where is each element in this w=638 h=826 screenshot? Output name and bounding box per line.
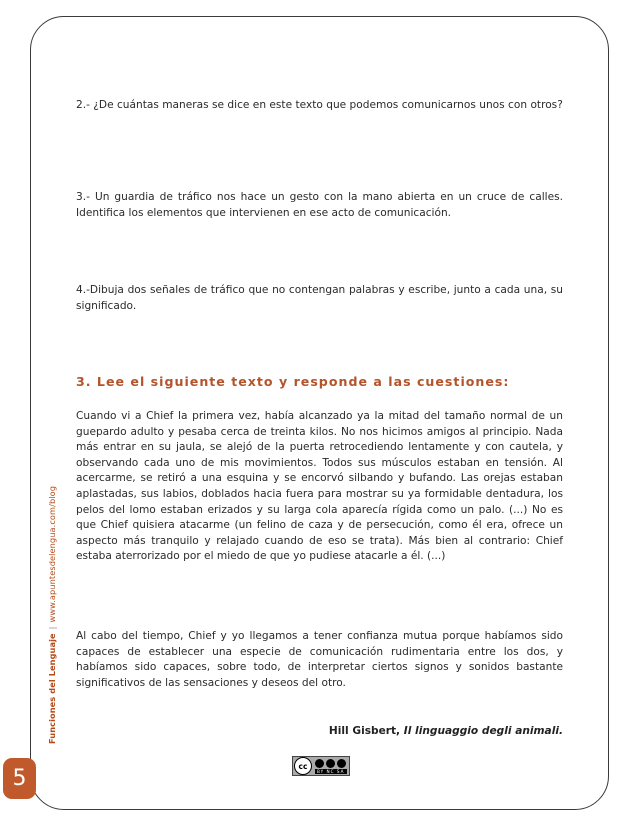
cc-icon: cc — [294, 757, 312, 775]
question-3: 3.- Un guardia de tráfico nos hace un gesto con la mano abierta en un cruce de calles. Identifica los elementos que intervienen en ese acto de comunicación. — [76, 191, 563, 219]
section-heading: 3. Lee el siguiente texto y responde a las cuestiones: — [76, 374, 510, 389]
cc-modifiers — [315, 759, 347, 774]
cc-terms: BY NC SA — [317, 768, 345, 774]
text-paragraph-2: Al cabo del tiempo, Chief y yo llegamos a tener confianza mutua porque habíamos sido capaces de establecer una especie de comunicación rudimentaria entre los dos, y habíamos sido capaces, sobre todo, de interpretar ciertos signos y sonidos bastante significativos de las sensaciones y deseos del otro. — [76, 630, 563, 689]
side-url[interactable]: www.apuntesdelengua.com/blog — [47, 485, 57, 623]
text-paragraph-1: Cuando vi a Chief la primera vez, había alcanzado ya la mitad del tamaño normal de un guepardo adulto y pesaba cerca de treinta kilos. No nos hicimos amigos al principio. Nada más entrar en su jaula, se alejó de la puerta retrocediendo lentamente y con cautela, y observando cada uno de mis movimientos. Todos sus músculos estaban en tensión. Al acercarme, se retiró a una esquina y se encorvó silbando y bufando. Las orejas estaban aplastadas, sus labios, doblados hacia fuera para mostrar su ya formidable dentadura, los pelos del lomo estaban erizados y su larga cola aparecía rígida como un palo. (...) No es que Chief quisiera atacarme (un felino de caza y de persecución, como él era, ofrece un aspecto más tranquilo y relajado cuando de eso se trata). Más bien al contrario: Chief estaba aterrorizado por el miedo de que yo pudiese atacarle a él. (...) — [76, 410, 563, 563]
side-separator: | — [47, 626, 57, 630]
attribution-icon — [315, 759, 324, 768]
side-label — [47, 486, 57, 744]
sharealike-icon — [337, 759, 346, 768]
attribution-work: Il linguaggio degli animali. — [403, 725, 563, 737]
question-4: 4.-Dibuja dos señales de tráfico que no contengan palabras y escribe, junto a cada una, su significado. — [76, 284, 563, 312]
cc-license-badge[interactable] — [292, 756, 350, 776]
attribution — [329, 725, 563, 737]
attribution-author: Hill Gisbert, — [328, 725, 401, 737]
page-number: 5 — [3, 758, 36, 799]
noncommercial-icon — [326, 759, 335, 768]
question-2: 2.- ¿De cuántas maneras se dice en este texto que podemos comunicarnos unos con otros? — [76, 99, 563, 111]
side-brand: Funciones del Lenguaje — [47, 633, 57, 744]
